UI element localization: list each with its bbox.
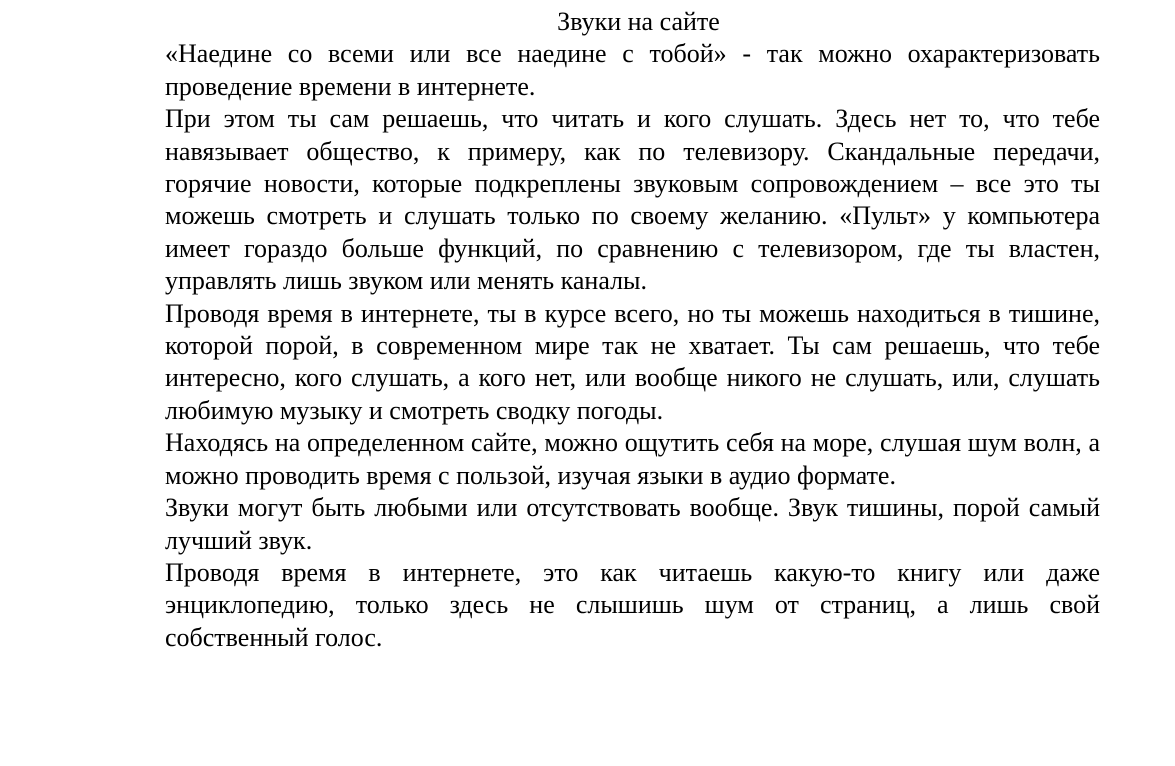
paragraph-3: Проводя время в интернете, ты в курсе всего, но ты можешь находиться в тишине, которой порой, в современном мире так не хватает. Ты сам решаешь, что тебе интересно, кого слушать, а кого нет, или вообще никого не слушать, или, слушать любимую музыку и смотреть сводку погоды. xyxy=(165,298,1100,425)
paragraph-2: При этом ты сам решаешь, что читать и кого слушать. Здесь нет то, что тебе навязывает общество, к примеру, как по телевизору. Скандальные передачи, горячие новости, которые подкреплены звуковым сопровождением – все это ты можешь смотреть и слушать только по своему желанию. «Пульт» у компьютера имеет гораздо больше функций, по сравнению с телевизором, где ты властен, управлять лишь звуком или менять каналы. xyxy=(165,104,1100,296)
document-title: Звуки на сайте xyxy=(557,7,720,36)
paragraph-4: Находясь на определенном сайте, можно ощутить себя на море, слушая шум волн, а можно проводить время с пользой, изучая языки в аудио формате. xyxy=(165,428,1100,490)
paragraph-1: «Наедине со всеми или все наедине с тобой» - так можно охарактеризовать проведение времени в интернете. xyxy=(165,39,1100,101)
document-page xyxy=(165,6,1100,654)
paragraph-5: Звуки могут быть любыми или отсутствовать вообще. Звук тишины, порой самый лучший звук. xyxy=(165,493,1100,555)
paragraph-6: Проводя время в интернете, это как читаешь какую-то книгу или даже энциклопедию, только здесь не слышишь шум от страниц, а лишь свой собственный голос. xyxy=(165,557,1100,652)
